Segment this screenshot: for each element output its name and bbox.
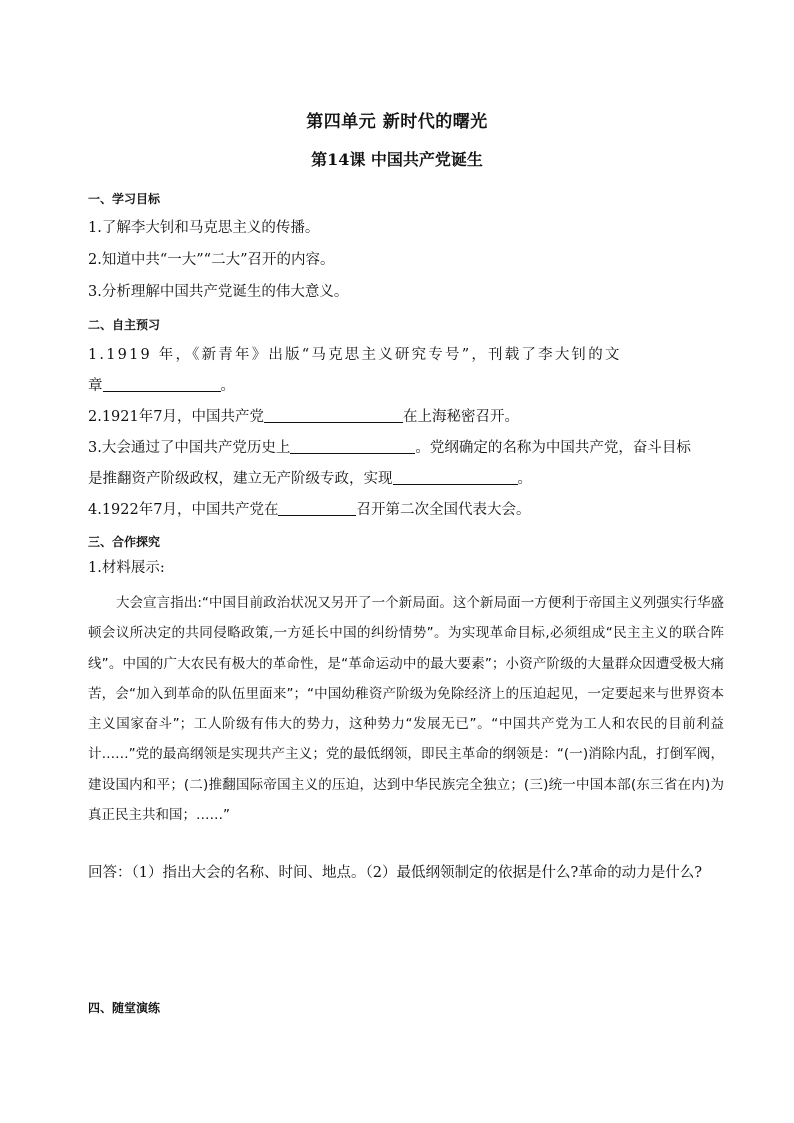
section-heading-cooperative-inquiry: 三、合作探究 bbox=[88, 535, 161, 549]
q1-suffix: 。 bbox=[220, 378, 235, 394]
material-text: 大会宣言指出:“中国目前政治状况又另开了一个新局面。这个新局面一方便利于帝国主义列强实行华盛顿会议所决定的共同侵略政策,一方延长中国的纠纷情势”。为实现革命目标,必须组成“民主主义的联合阵线”。中国的广大农民有极大的革命性，是“革命运动中的最大要素”；小资产阶级的大量群众因遭受极大痛苦，会“加入到革命的队伍里面来”；“中国幼稚资产阶级为免除经济上的压迫起见，一定要起来与世界资本主义国家奋斗”；工人阶级有伟大的势力，这种势力“发展无已”。“中国共产党为工人和农民的目前利益计……”党的最高纲领是实现共产主义；党的最低纲领，即民主革命的纲领是：“(一)消除内乱，打倒军阀，建设国内和平；(二)推翻国际帝国主义的压迫，达到中华民族完全独立；(三)统一中国本部(东三省在内)为真正民主共和国；……” bbox=[88, 595, 724, 824]
goal-item-2: 2.知道中共“一大”“二大”召开的内容。 bbox=[88, 252, 335, 268]
preview-question-4 bbox=[88, 498, 530, 519]
q3-answer-blank-2[interactable] bbox=[393, 469, 518, 485]
section-heading-learning-goals: 一、学习目标 bbox=[88, 192, 161, 206]
preview-question-2 bbox=[88, 405, 519, 426]
q3-suffix-2: 。 bbox=[517, 471, 532, 487]
goal-item-1: 1.了解李大钊和马克思主义的传播。 bbox=[88, 220, 320, 236]
question-prompt: 回答：（1）指出大会的名称、时间、地点。（2）最低纲领制定的依据是什么?革命的动力是什么? bbox=[88, 865, 702, 881]
section-heading-preview: 二、自主预习 bbox=[88, 318, 161, 332]
q4-answer-blank[interactable] bbox=[278, 500, 356, 516]
preview-question-3-line-1 bbox=[88, 436, 691, 457]
preview-question-1-line-2 bbox=[88, 374, 235, 395]
q2-suffix: 在上海秘密召开。 bbox=[402, 409, 519, 425]
q3-suffix-1: 。党纲确定的名称为中国共产党，奋斗目标 bbox=[415, 440, 691, 456]
q3-answer-blank-1[interactable] bbox=[290, 438, 415, 454]
q2-prefix: 2.1921年7月，中国共产党 bbox=[88, 409, 264, 425]
q2-answer-blank[interactable] bbox=[264, 407, 403, 423]
q1-prefix: 章 bbox=[88, 378, 103, 394]
material-label: 1.材料展示: bbox=[88, 560, 165, 576]
q4-suffix: 召开第二次全国代表大会。 bbox=[356, 502, 531, 518]
q3-prefix-2: 是推翻资产阶级政权，建立无产阶级专政，实现 bbox=[88, 471, 393, 487]
lesson-title: 第14课 中国共产党诞生 bbox=[311, 150, 483, 169]
q4-prefix: 4.1922年7月，中国共产党在 bbox=[88, 502, 279, 518]
preview-question-3-line-2 bbox=[88, 467, 532, 488]
unit-title: 第四单元 新时代的曙光 bbox=[306, 112, 488, 132]
q1-answer-blank[interactable] bbox=[103, 376, 221, 392]
section-heading-practice: 四、随堂演练 bbox=[88, 1001, 161, 1015]
goal-item-3: 3.分析理解中国共产党诞生的伟大意义。 bbox=[88, 284, 349, 300]
preview-question-1-line-1: 1.1919 年，《新青年》出版“马克思主义研究专号”，刊载了李大钊的文 bbox=[88, 347, 622, 363]
q3-prefix: 3.大会通过了中国共产党历史上 bbox=[88, 440, 291, 456]
